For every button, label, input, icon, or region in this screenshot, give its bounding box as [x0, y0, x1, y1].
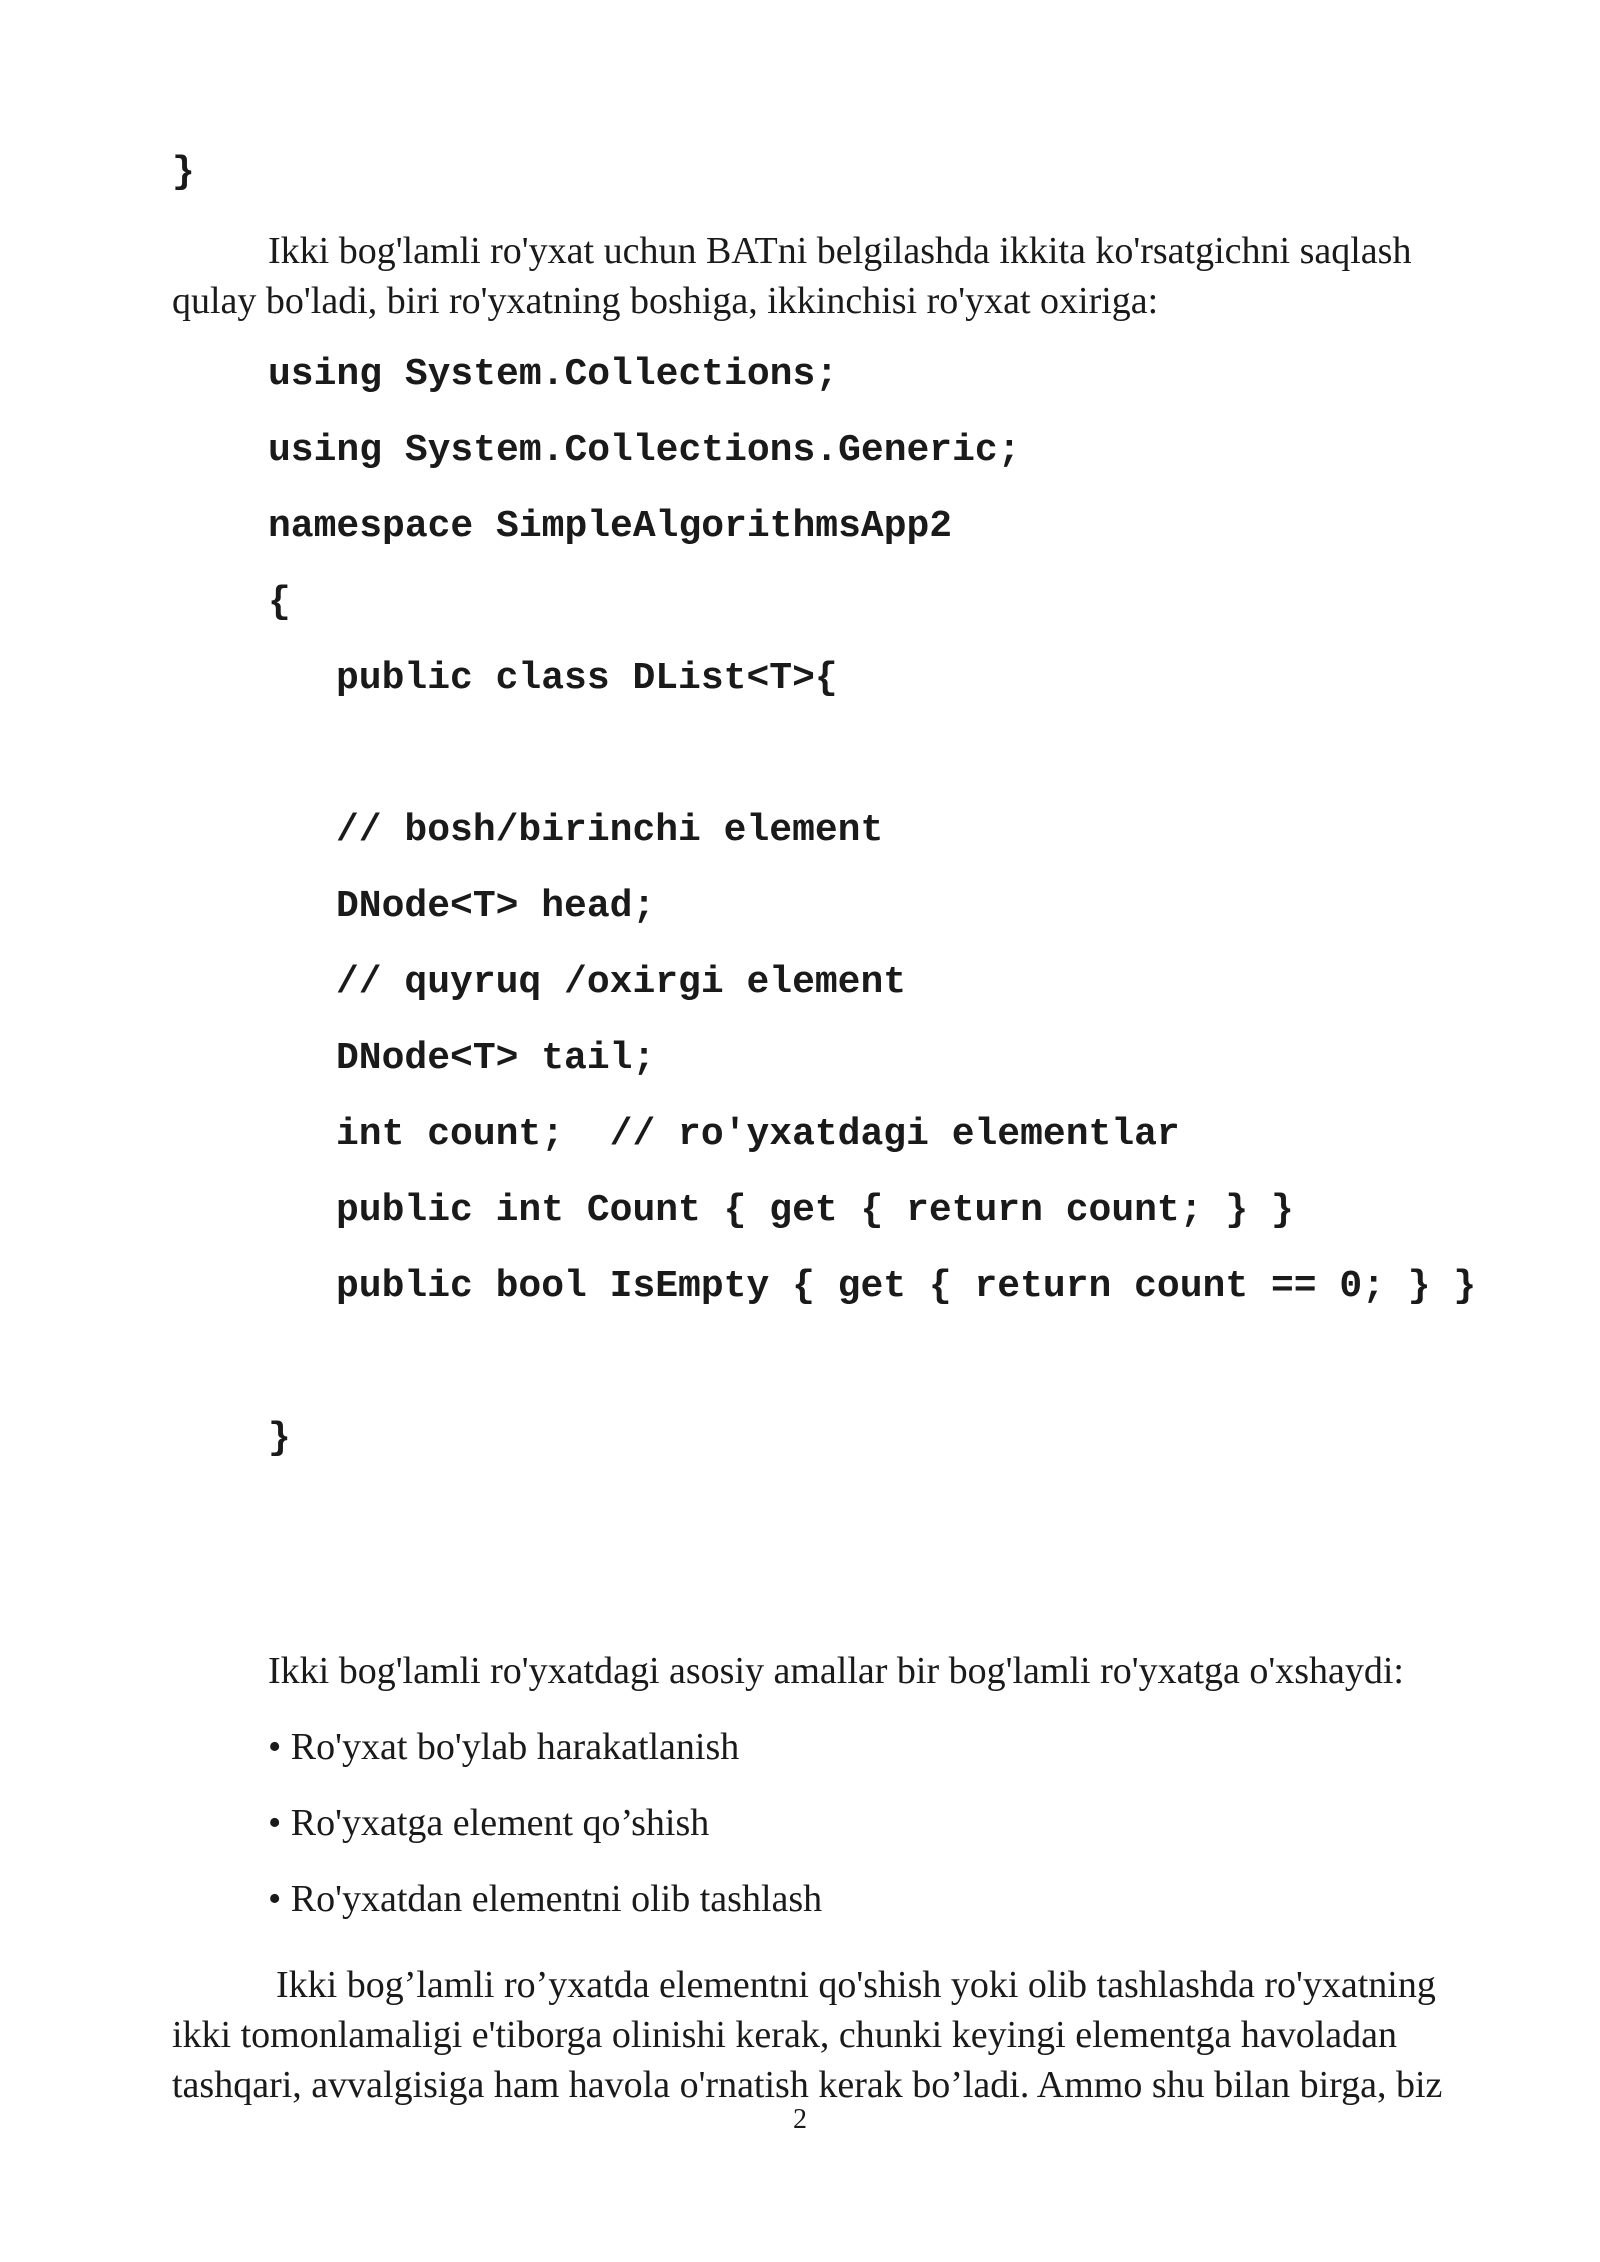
code-line: using System.Collections; [268, 353, 839, 396]
operations-intro: Ikki bog'lamli ro'yxatdagi asosiy amallar bir bog'lamli ro'yxatga o'xshaydi: [268, 1650, 1404, 1692]
code-line: DNode<T> tail; [336, 1037, 656, 1080]
list-item: • Ro'yxatdan elementni olib tashlash [268, 1878, 823, 1920]
code-line: // bosh/birinchi element [336, 809, 884, 852]
code-line: DNode<T> head; [336, 885, 656, 928]
code-closing-brace-top: } [172, 151, 195, 194]
code-line: public bool IsEmpty { get { return count == 0; } } [336, 1265, 1477, 1308]
page-number: 2 [793, 2104, 807, 2135]
code-line: int count; // ro'yxatdagi elementlar [336, 1113, 1180, 1156]
list-item: • Ro'yxat bo'ylab harakatlanish [268, 1726, 740, 1768]
code-line: { [268, 581, 291, 624]
code-line: namespace SimpleAlgorithmsApp2 [268, 505, 953, 548]
code-line: // quyruq /oxirgi element [336, 961, 907, 1004]
code-line: public int Count { get { return count; } } [336, 1189, 1294, 1232]
code-line: using System.Collections.Generic; [268, 429, 1021, 472]
list-item: • Ro'yxatga element qo’shish [268, 1802, 710, 1844]
code-line: public class DList<T>{ [336, 657, 838, 700]
closing-paragraph: Ikki bog’lamli ro’yxatda elementni qo'shish yoki olib tashlashda ro'yxatning ikki tomonlamaligi e'tiborga olinishi kerak, chunki keyingi elementga havoladan tashqari, avvalgisiga ham havola o'rnatish kerak bo’ladi. Ammo shu bilan birga, biz [172, 1964, 1443, 2106]
intro-paragraph: Ikki bog'lamli ro'yxat uchun BATni belgilashda ikkita ko'rsatgichni saqlash qulay bo'ladi, biri ro'yxatning boshiga, ikkinchisi ro'yxat oxiriga: [172, 230, 1412, 322]
code-line: } [268, 1417, 291, 1460]
